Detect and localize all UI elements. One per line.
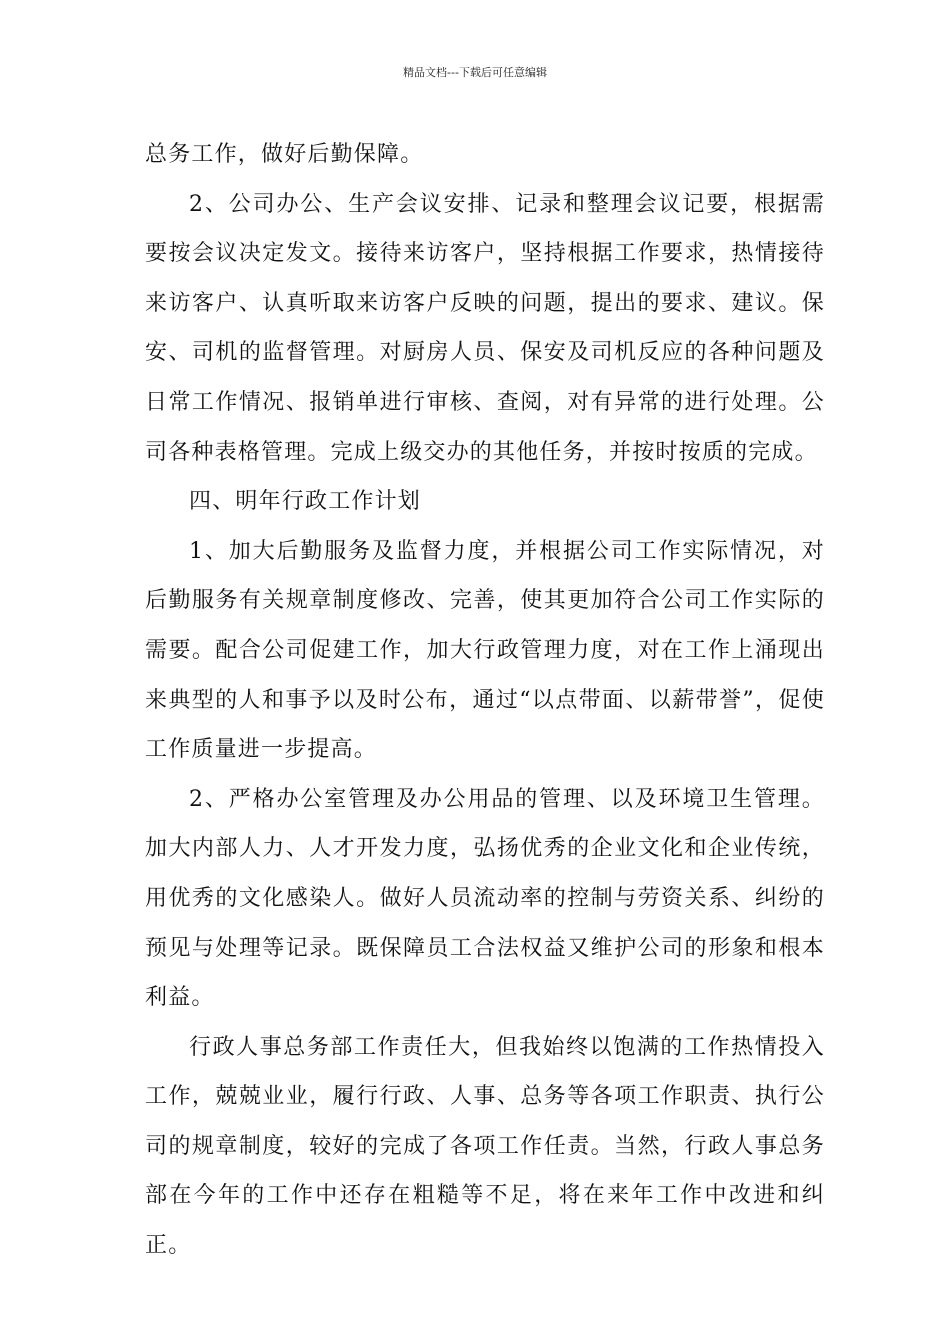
paragraph-plan-item-1: 1、加大后勤服务及监督力度，并根据公司工作实际情况，对后勤服务有关规章制度修改、完善，使其更加符合公司工作实际的需要。配合公司促建工作，加大行政管理力度，对在工作上涌现出来典型的人和事予以及时公布，通过“以点带面、以薪带誉”，促使工作质量进一步提高。 (145, 538, 825, 763)
document-body (145, 130, 825, 1271)
page-header: 精品文档---下载后可任意编辑 (403, 66, 547, 79)
section-heading-next-year-plan: 四、明年行政工作计划 (189, 489, 422, 515)
paragraph-plan-item-2: 2、严格办公室管理及办公用品的管理、以及环境卫生管理。加大内部人力、人才开发力度，弘扬优秀的企业文化和企业传统，用优秀的文化感染人。做好人员流动率的控制与劳资关系、纠纷的预见与处理等记录。既保障员工合法权益又维护公司的形象和根本利益。 (145, 786, 825, 1011)
paragraph-summary: 行政人事总务部工作责任大，但我始终以饱满的工作热情投入工作，兢兢业业，履行行政、人事、总务等各项工作职责、执行公司的规章制度，较好的完成了各项工作任责。当然，行政人事总务部在今年的工作中还存在粗糙等不足，将在来年工作中改进和纠正。 (145, 1034, 825, 1259)
paragraph-continuation: 总务工作，做好后勤保障。 (145, 142, 424, 167)
paragraph-item-2-office-duties: 2、公司办公、生产会议安排、记录和整理会议记要，根据需要按会议决定发文。接待来访客户，坚持根据工作要求，热情接待来访客户、认真听取来访客户反映的问题，提出的要求、建议。保安、司机的监督管理。对厨房人员、保安及司机反应的各种问题及日常工作情况、报销单进行审核、查阅，对有异常的进行处理。公司各种表格管理。完成上级交办的其他任务，并按时按质的完成。 (145, 191, 825, 465)
